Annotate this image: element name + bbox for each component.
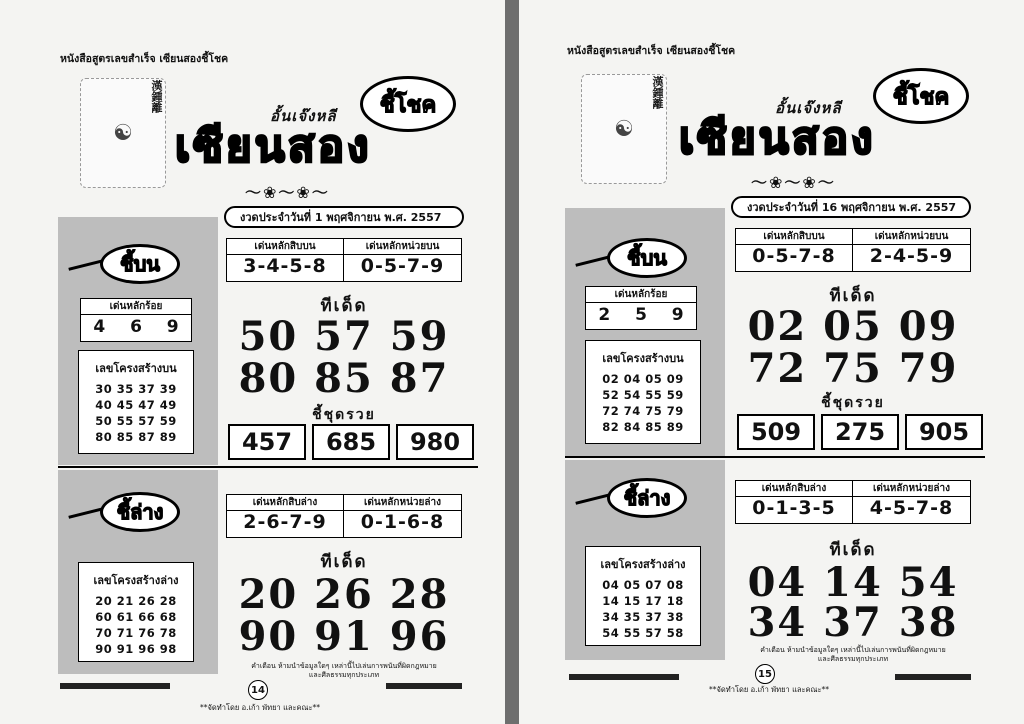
warning (735, 646, 971, 664)
structure-row: 70 71 76 78 (95, 626, 177, 640)
title-subtitle: อั้นเจ๊งหลี (270, 107, 337, 125)
pick-value: 0-5-7-9 (360, 255, 445, 277)
credit-line: **จัดทำโดย อ.เก้า พัทยา และคณะ** (200, 703, 321, 712)
structure-label: เลขโครงสร้างบน (95, 362, 177, 375)
warning-line: และศีลธรรมทุกประเภท (308, 671, 380, 679)
rich-set: 457 (228, 424, 306, 460)
upper-tens-pick (736, 229, 853, 271)
rich-sets (737, 414, 983, 450)
lower-hot-row: 04 14 54 (747, 559, 959, 606)
rich-label: ชี้ชุดรวย (312, 407, 376, 423)
rich-sets (228, 424, 474, 460)
lower-tag (607, 478, 687, 518)
structure-row: 02 04 05 09 (602, 372, 684, 386)
pick-value: 4-5-7-8 (869, 497, 954, 519)
rich-set: 980 (396, 424, 474, 460)
pick-label: เด่นหลักสิบบน (736, 229, 852, 245)
structure-row: 14 15 17 18 (602, 594, 684, 608)
upper-hot-row: 72 75 79 (747, 345, 959, 392)
upper-tag-text: ชี้บน (627, 246, 667, 270)
rich-label: ชี้ชุดรวย (821, 395, 885, 411)
lower-picks (226, 494, 462, 538)
pick-label: เด่นหลักสิบบน (227, 239, 343, 255)
upper-hot-row: 50 57 59 (238, 313, 450, 360)
title-logo: เซียนสอง (679, 113, 876, 164)
structure-row: 34 35 37 38 (602, 610, 684, 624)
badge-oval (873, 68, 969, 124)
lower-tens-pick (227, 495, 344, 537)
structure-label: เลขโครงสร้างบน (602, 352, 684, 365)
book-header: หนังสือสูตรเลขสำเร็จ เซียนสองชี้โชค (567, 45, 736, 57)
lower-tag-text: ชี้ล่าง (623, 486, 671, 510)
section-divider (58, 466, 478, 468)
upper-units-pick (853, 229, 970, 271)
upper-units-pick (344, 239, 461, 281)
footer-bar (60, 683, 170, 689)
lower-units-pick (344, 495, 461, 537)
left-page (0, 0, 505, 724)
hundreds-digit: 9 (671, 305, 684, 325)
structure-row: 52 54 55 59 (602, 388, 684, 402)
pick-value: 0-5-7-8 (752, 245, 836, 267)
pick-value: 0-1-3-5 (752, 497, 836, 519)
lower-hot-row: 90 91 96 (238, 613, 450, 660)
lower-units-pick (853, 481, 970, 523)
lower-structure-box (78, 562, 194, 662)
pick-label: เด่นหลักหน่วยบน (853, 229, 970, 245)
upper-hot-label: ทีเด็ด (320, 296, 368, 316)
section-divider (565, 456, 985, 458)
lower-hot-label: ทีเด็ด (320, 552, 368, 572)
upper-structure-box (585, 340, 701, 444)
upper-hot-row: 02 05 09 (747, 303, 959, 350)
lower-hot-label: ทีเด็ด (829, 540, 877, 560)
page-number: 14 (248, 680, 268, 700)
structure-row: 60 61 66 68 (95, 610, 177, 624)
footer-bar (569, 674, 679, 680)
credit-line: **จัดทำโดย อ.เก้า พัทยา และคณะ** (709, 685, 830, 694)
upper-hot-label: ทีเด็ด (829, 286, 877, 306)
sage-illustration: ☯ (80, 78, 166, 188)
lower-hot-row: 20 26 28 (238, 571, 450, 618)
pick-label: เด่นหลักสิบล่าง (227, 495, 343, 511)
hundreds-box (585, 286, 697, 330)
badge-oval (360, 76, 456, 132)
rich-set: 905 (905, 414, 983, 450)
structure-row: 40 45 47 49 (95, 398, 177, 412)
footer-bar (386, 683, 462, 689)
book-header: หนังสือสูตรเลขสำเร็จ เซียนสองชี้โชค (60, 53, 229, 65)
warning-line: และศีลธรรมทุกประเภท (817, 655, 889, 663)
structure-row: 20 21 26 28 (95, 594, 177, 608)
title-subtitle: อั้นเจ๊งหลี (775, 99, 842, 117)
structure-row: 54 55 57 58 (602, 626, 684, 640)
title-logo: เซียนสอง (175, 121, 372, 172)
rich-set: 509 (737, 414, 815, 450)
title-ornament: 〜❀〜❀〜 (245, 183, 330, 202)
upper-tag (100, 244, 180, 284)
pick-value: 2-6-7-9 (243, 511, 327, 533)
upper-tens-pick (227, 239, 344, 281)
pick-label: เด่นหลักหน่วยล่าง (853, 481, 970, 497)
pick-value: 2-4-5-9 (869, 245, 954, 267)
draw-date: งวดประจำวันที่ 16 พฤศจิกายน พ.ศ. 2557 (731, 196, 971, 218)
upper-picks (226, 238, 462, 282)
title-ornament: 〜❀〜❀〜 (751, 173, 836, 192)
lower-tag-text: ชี้ล่าง (116, 500, 164, 524)
pick-value: 3-4-5-8 (243, 255, 327, 277)
pick-value: 0-1-6-8 (360, 511, 445, 533)
hundreds-digit: 9 (166, 317, 179, 337)
pick-label: เด่นหลักหน่วยบน (344, 239, 461, 255)
sage-illustration: ☯ (581, 74, 667, 184)
warning-line: คำเตือน ห้ามนำข้อมูลใดๆ เหล่านี้ไปเล่นการพนันที่ผิดกฎหมาย (760, 646, 946, 654)
structure-row: 80 85 87 89 (95, 430, 177, 444)
rich-set: 275 (821, 414, 899, 450)
structure-label: เลขโครงสร้างล่าง (93, 574, 179, 587)
upper-tag-text: ชี้บน (120, 252, 160, 276)
hundreds-label: เด่นหลักร้อย (81, 299, 191, 315)
lower-picks (735, 480, 971, 524)
lower-structure-box (585, 546, 701, 646)
structure-row: 72 74 75 79 (602, 404, 684, 418)
pick-label: เด่นหลักสิบล่าง (736, 481, 852, 497)
hundreds-label: เด่นหลักร้อย (586, 287, 696, 303)
pick-label: เด่นหลักหน่วยล่าง (344, 495, 461, 511)
hundreds-digit: 5 (635, 305, 647, 325)
warning-line: คำเตือน ห้ามนำข้อมูลใดๆ เหล่านี้ไปเล่นการพนันที่ผิดกฎหมาย (251, 662, 437, 670)
seal-text: 漢鍾離 (651, 76, 664, 109)
warning (226, 662, 462, 680)
seal-text: 漢鍾離 (150, 80, 163, 113)
lower-tag (100, 492, 180, 532)
structure-label: เลขโครงสร้างล่าง (600, 558, 686, 571)
right-page (519, 0, 1024, 724)
structure-row: 30 35 37 39 (95, 382, 177, 396)
upper-picks (735, 228, 971, 272)
structure-row: 82 84 85 89 (602, 420, 684, 434)
hundreds-digit: 6 (130, 317, 142, 337)
upper-structure-box (78, 350, 194, 454)
page-number: 15 (755, 664, 775, 684)
badge-text: ชี้โชค (379, 92, 437, 118)
lower-tens-pick (736, 481, 853, 523)
hundreds-box (80, 298, 192, 342)
footer-bar (895, 674, 971, 680)
structure-row: 50 55 57 59 (95, 414, 177, 428)
upper-tag (607, 238, 687, 278)
lower-hot-row: 34 37 38 (747, 599, 959, 646)
hundreds-digit: 4 (93, 317, 106, 337)
structure-row: 90 91 96 98 (95, 642, 177, 656)
hundreds-digit: 2 (598, 305, 611, 325)
structure-row: 04 05 07 08 (602, 578, 684, 592)
hundreds-values (586, 303, 696, 327)
hundreds-values (81, 315, 191, 339)
draw-date: งวดประจำวันที่ 1 พฤศจิกายน พ.ศ. 2557 (224, 206, 464, 228)
badge-text: ชี้โชค (892, 84, 950, 110)
upper-hot-row: 80 85 87 (238, 355, 450, 402)
rich-set: 685 (312, 424, 390, 460)
